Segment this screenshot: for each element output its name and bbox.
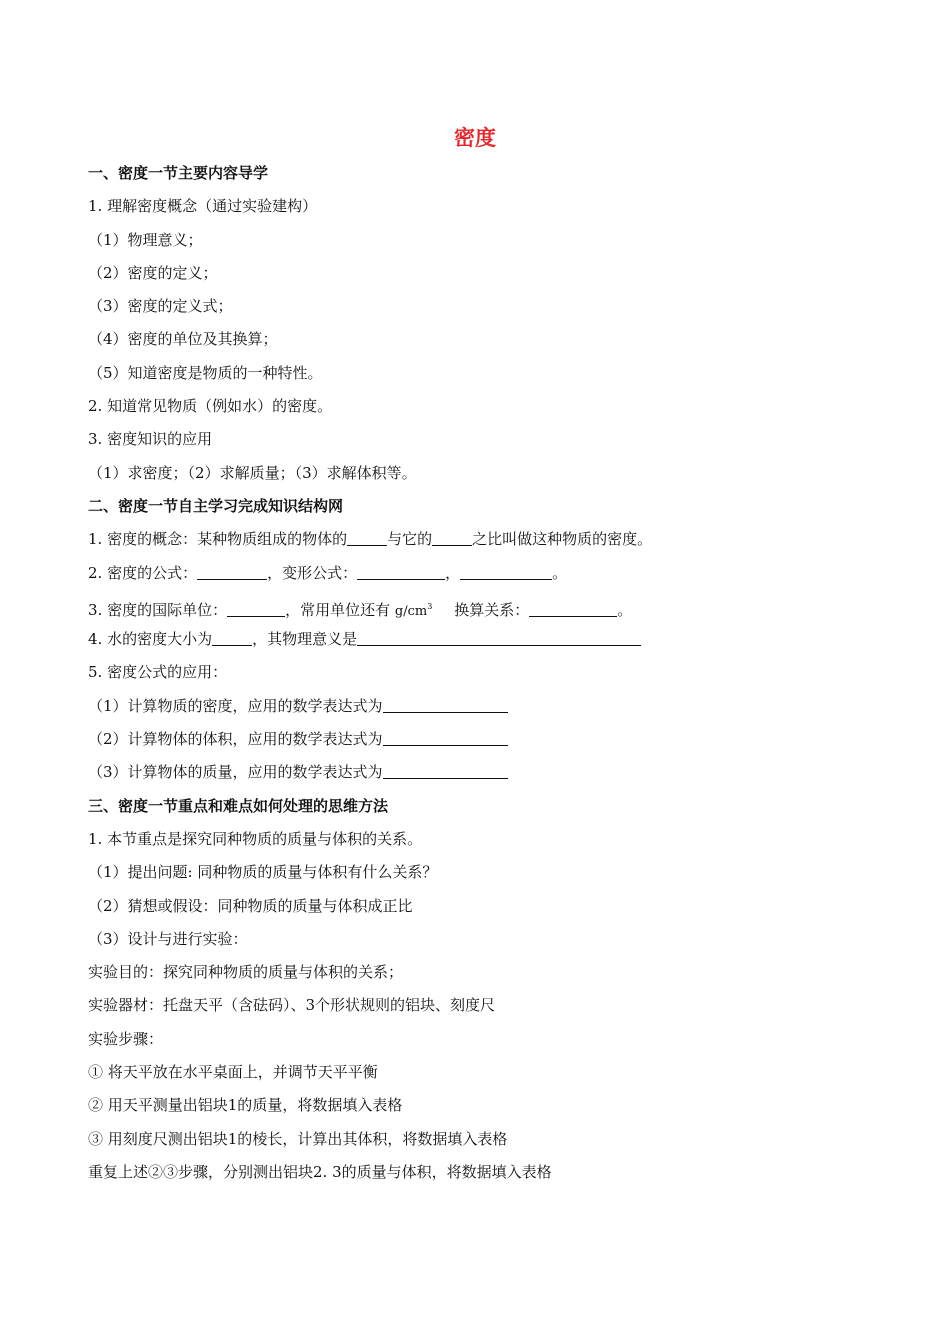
unit-label — [394, 601, 433, 619]
fill-blank-variant-1[interactable] — [357, 563, 445, 580]
section-1-item-3-sub: （1）求密度；（2）求解质量；（3）求解体积等。 — [88, 463, 417, 482]
question-5-sub-1-text: （1）计算物质的密度，应用的数学表达式为 — [88, 696, 383, 715]
section-1-item-3: 3. 密度知识的应用 — [88, 430, 213, 449]
section-3-sub-2: （2）猜想或假设：同种物质的质量与体积成正比 — [88, 896, 413, 915]
section-3-sub-1: （1）提出问题: 同种物质的质量与体积有什么关系？ — [88, 863, 438, 882]
question-2-text-b: ，变形公式： — [267, 563, 358, 582]
question-3-text-c: 换算关系： — [454, 600, 530, 619]
unit-text: g/cm — [394, 603, 428, 619]
experiment-step-3: ③ 用刻度尺测出铝块1的棱长，计算出其体积，将数据填入表格 — [88, 1129, 508, 1148]
question-4-text-a: 4. 水的密度大小为 — [88, 630, 213, 649]
experiment-step-2: ② 用天平测量出铝块1的质量，将数据填入表格 — [88, 1096, 403, 1115]
question-4-text-b: ，其物理意义是 — [252, 630, 358, 649]
fill-blank-volume[interactable] — [432, 529, 472, 546]
document-body — [88, 162, 878, 1194]
section-1-sub-5: （5）知道密度是物质的一种特性。 — [88, 363, 323, 382]
fill-blank-si-unit[interactable] — [227, 600, 285, 617]
fill-blank-physical-meaning[interactable] — [357, 629, 641, 646]
question-2-text-d: 。 — [552, 563, 568, 582]
fill-blank-formula[interactable] — [197, 563, 267, 580]
section-3-item-1: 1. 本节重点是探究同种物质的质量与体积的关系。 — [88, 829, 423, 848]
question-5-sub-2 — [88, 728, 878, 761]
question-3-text-d: 。 — [617, 600, 633, 619]
section-3-heading: 三、密度一节重点和难点如何处理的思维方法 — [88, 796, 389, 815]
page-title: 密度 — [454, 126, 496, 150]
section-1-item-1: 1. 理解密度概念（通过实验建构） — [88, 197, 318, 216]
section-1-sub-4: （4）密度的单位及其换算； — [88, 330, 278, 349]
section-1-item-2: 2. 知道常见物质（例如水）的密度。 — [88, 397, 333, 416]
question-5: 5. 密度公式的应用： — [88, 663, 228, 682]
experiment-equipment: 实验器材：托盘天平（含砝码）、3个形状规则的铝块、刻度尺 — [88, 996, 496, 1015]
fill-blank-mass-expression[interactable] — [383, 762, 508, 779]
unit-superscript: 3 — [427, 601, 433, 611]
experiment-steps-label: 实验步骤： — [88, 1029, 164, 1048]
section-1-heading: 一、密度一节主要内容导学 — [88, 164, 269, 182]
question-1-text-b: 与它的 — [387, 530, 433, 549]
fill-blank-water-density[interactable] — [212, 629, 252, 646]
question-4 — [88, 628, 878, 661]
question-1 — [88, 528, 878, 561]
experiment-step-1: ① 将天平放在水平桌面上，并调节天平平衡 — [88, 1063, 378, 1082]
question-5-sub-3-text: （3）计算物体的质量，应用的数学表达式为 — [88, 763, 383, 782]
fill-blank-density-expression[interactable] — [383, 696, 508, 713]
fill-blank-variant-2[interactable] — [460, 563, 552, 580]
question-2 — [88, 562, 878, 595]
question-3 — [88, 595, 878, 628]
question-5-sub-2-text: （2）计算物体的体积，应用的数学表达式为 — [88, 730, 383, 749]
section-1-sub-3: （3）密度的定义式； — [88, 297, 233, 316]
question-3-text-a: 3. 密度的国际单位： — [88, 600, 228, 619]
section-1-sub-2: （2）密度的定义； — [88, 263, 218, 282]
fill-blank-mass[interactable] — [347, 529, 387, 546]
fill-blank-conversion[interactable] — [529, 600, 617, 617]
section-2-heading: 二、密度一节自主学习完成知识结构网 — [88, 496, 344, 515]
question-1-text-c: 之比叫做这种物质的密度。 — [472, 530, 653, 549]
question-5-sub-3 — [88, 761, 878, 794]
question-3-text-b: ，常用单位还有 — [285, 600, 391, 619]
question-2-text-c: ， — [445, 563, 461, 582]
experiment-purpose: 实验目的：探究同种物质的质量与体积的关系； — [88, 963, 404, 982]
experiment-repeat: 重复上述②③步骤，分别测出铝块2. 3的质量与体积，将数据填入表格 — [88, 1162, 552, 1181]
question-5-sub-1 — [88, 695, 878, 728]
question-2-text-a: 2. 密度的公式： — [88, 563, 198, 582]
section-1-sub-1: （1）物理意义； — [88, 230, 203, 249]
fill-blank-volume-expression[interactable] — [383, 729, 508, 746]
question-1-text-a: 1. 密度的概念：某种物质组成的物体的 — [88, 530, 348, 549]
section-3-sub-3: （3）设计与进行实验： — [88, 929, 248, 948]
